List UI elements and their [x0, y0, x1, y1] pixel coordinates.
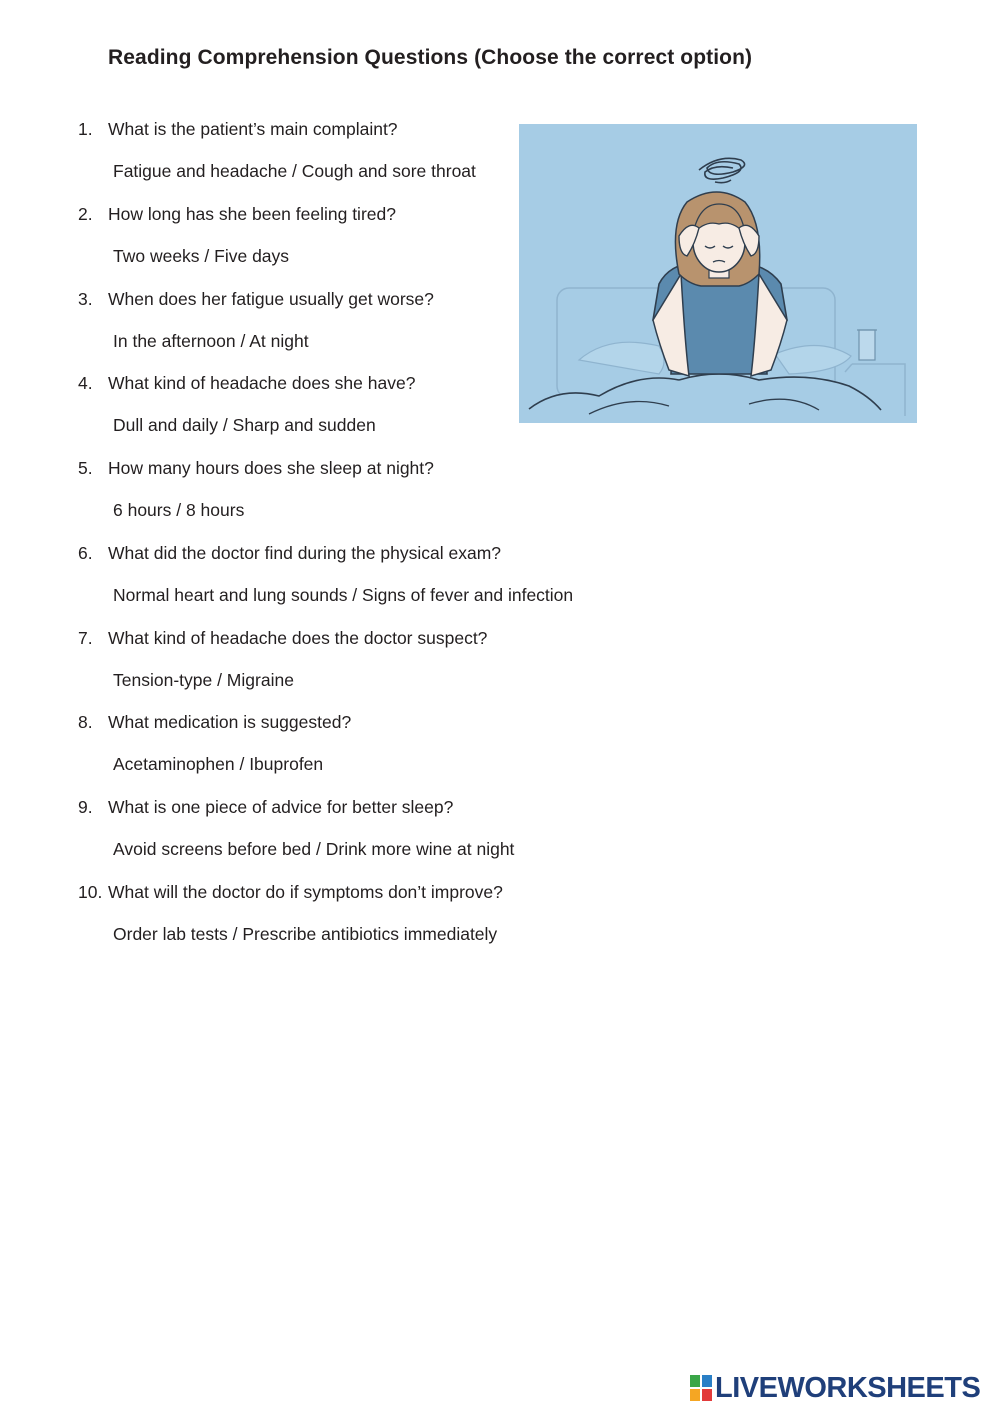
question-number: 10.	[78, 882, 103, 902]
woman-headache-image	[519, 124, 917, 423]
answer-options[interactable]: Normal heart and lung sounds / Signs of fever and infection	[113, 585, 574, 605]
question-text: What will the doctor do if symptoms don’t improve?	[108, 882, 503, 902]
answer-options[interactable]: Dull and daily / Sharp and sudden	[113, 415, 376, 435]
question-text: How many hours does she sleep at night?	[108, 458, 434, 478]
question-item-8	[0, 712, 999, 797]
question-item-10	[0, 882, 999, 967]
question-number: 6.	[78, 543, 93, 563]
question-item-9	[0, 797, 999, 882]
question-number: 1.	[78, 119, 93, 139]
question-item-6	[0, 543, 999, 628]
liveworksheets-mark-icon	[690, 1375, 712, 1401]
answer-options[interactable]: Order lab tests / Prescribe antibiotics immediately	[113, 924, 498, 944]
answer-options[interactable]: 6 hours / 8 hours	[113, 500, 245, 520]
question-number: 8.	[78, 712, 93, 732]
question-number: 9.	[78, 797, 93, 817]
question-text: What did the doctor find during the physical exam?	[108, 543, 501, 563]
answer-options[interactable]: Acetaminophen / Ibuprofen	[113, 754, 324, 774]
answer-options[interactable]: In the afternoon / At night	[113, 331, 309, 351]
question-text: What is one piece of advice for better sleep?	[108, 797, 454, 817]
question-number: 5.	[78, 458, 93, 478]
question-text: How long has she been feeling tired?	[108, 204, 396, 224]
question-text: What kind of headache does the doctor suspect?	[108, 628, 488, 648]
liveworksheets-logo	[690, 1372, 980, 1404]
headache-illustration	[519, 124, 917, 423]
question-text: What kind of headache does she have?	[108, 373, 416, 393]
question-number: 7.	[78, 628, 93, 648]
question-item-5	[0, 458, 999, 543]
question-text: What is the patient’s main complaint?	[108, 119, 398, 139]
answer-options[interactable]: Two weeks / Five days	[113, 246, 290, 266]
question-number: 4.	[78, 373, 93, 393]
answer-options[interactable]: Fatigue and headache / Cough and sore throat	[113, 161, 476, 181]
answer-options[interactable]: Tension-type / Migraine	[113, 670, 294, 690]
page-title: Reading Comprehension Questions (Choose the correct option)	[108, 46, 753, 69]
answer-options[interactable]: Avoid screens before bed / Drink more wine at night	[113, 839, 515, 859]
question-item-7	[0, 628, 999, 713]
logo-text: LIVEWORKSHEETS	[715, 1371, 981, 1404]
question-number: 3.	[78, 289, 93, 309]
question-text: What medication is suggested?	[108, 712, 352, 732]
question-text: When does her fatigue usually get worse?	[108, 289, 434, 309]
question-number: 2.	[78, 204, 93, 224]
